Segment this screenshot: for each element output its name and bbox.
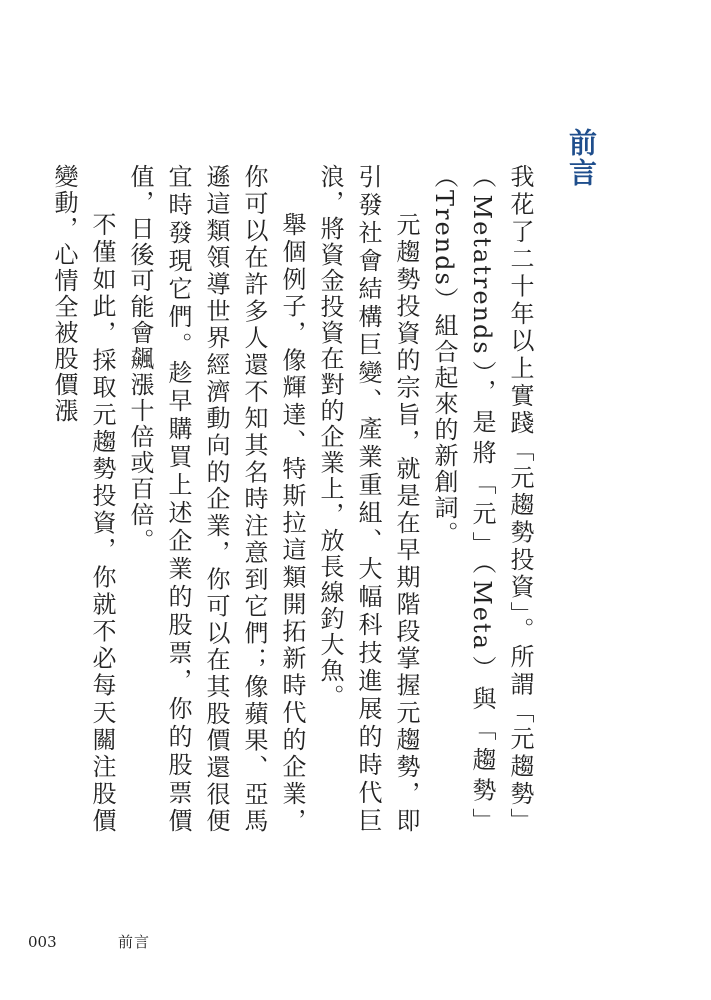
paragraph-2: 元趨勢投資的宗旨，就是在早期階段掌握元趨勢，即引發社會結構巨變、產業重組、大幅科技進展的時代巨浪，將資金投資在對的企業上，放長線釣大魚。 xyxy=(316,164,420,834)
chapter-title: 前言 xyxy=(565,128,598,188)
paragraph-4: 不僅如此，採取元趨勢投資，你就不必每天關注股價變動，心情全被股價漲 xyxy=(50,164,116,834)
page-footer xyxy=(28,931,150,952)
paragraph-3: 舉個例子，像輝達、特斯拉這類開拓新時代的企業，你可以在許多人還不知其名時注意到它們；像蘋果、亞馬遜這類領導世界經濟動向的企業，你可以在其股價還很便宜時發現它們。趁早購買上述企業的股票，你的股票價值，日後可能會飆漲十倍或百倍。 xyxy=(126,164,306,834)
body-text xyxy=(45,164,539,834)
running-head: 前言 xyxy=(118,933,151,951)
page-number: 003 xyxy=(28,933,57,951)
paragraph-1: 我花了二十年以上實踐「元趨勢投資」。所謂「元趨勢」（Metatrends），是將「元」（Meta）與「趨勢」（Trends）組合起來的新創詞。 xyxy=(430,164,534,834)
